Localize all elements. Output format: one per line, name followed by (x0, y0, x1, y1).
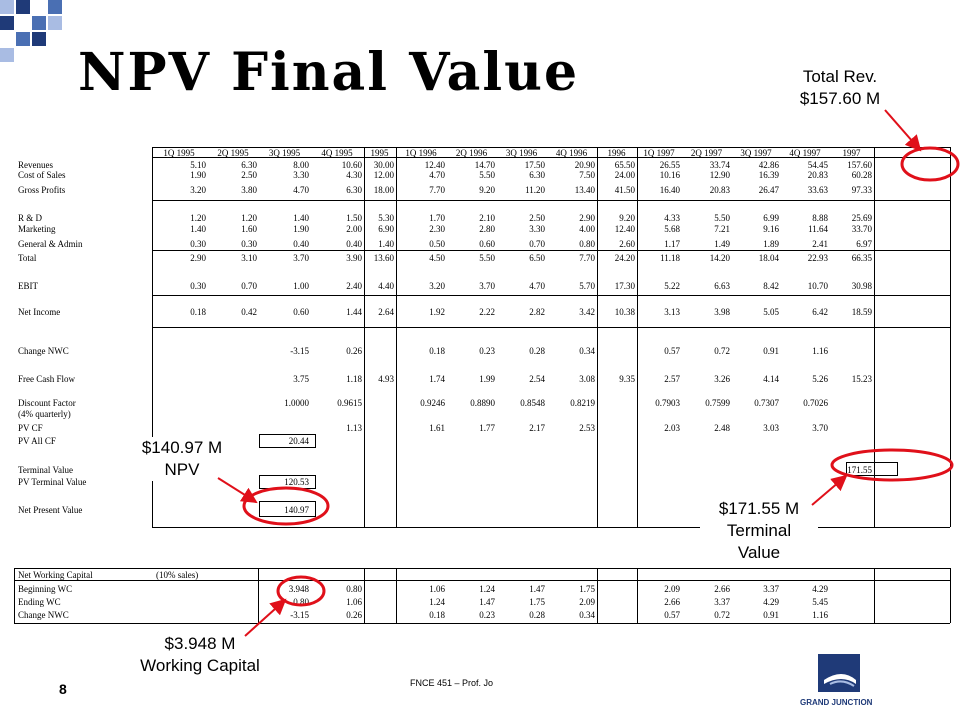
table-cell: 2.80 (479, 224, 495, 234)
table-cell: 1.0000 (284, 398, 309, 408)
callout-line: NPV (164, 460, 200, 479)
callout-line: $171.55 M (718, 499, 800, 518)
table-cell: 20.44 (288, 436, 309, 446)
table-cell: 1.40 (190, 224, 206, 234)
table-cell: 5.22 (664, 281, 680, 291)
table-cell: 2.90 (190, 253, 206, 263)
nwc-cell: 3.37 (763, 584, 779, 594)
table-cell: 1.89 (763, 239, 779, 249)
table-row-label: Terminal Value (18, 465, 73, 475)
table-cell: 0.7307 (754, 398, 779, 408)
table-cell: 0.28 (529, 346, 545, 356)
table-column-divider (396, 147, 397, 527)
pv-all-cf-box (259, 434, 316, 448)
table-cell: 20.83 (709, 185, 730, 195)
table-cell: 0.60 (479, 239, 495, 249)
table-cell: 3.90 (346, 253, 362, 263)
table-cell: 26.47 (758, 185, 779, 195)
table-cell: 5.68 (664, 224, 680, 234)
table-cell: 3.26 (714, 374, 730, 384)
table-header-cell: 3Q 1997 (740, 148, 772, 158)
table-cell: 66.35 (851, 253, 872, 263)
table-cell: 0.7026 (803, 398, 828, 408)
table-header-cell: 4Q 1995 (321, 148, 353, 158)
table-cell: 0.42 (241, 307, 257, 317)
table-cell: 65.50 (614, 160, 635, 170)
table-cell: 1.40 (293, 213, 309, 223)
nwc-table-title: Net Working Capital (18, 570, 93, 580)
nwc-cell: 3.948 (288, 584, 309, 594)
table-cell: 0.72 (714, 346, 730, 356)
table-cell: 54.45 (807, 160, 828, 170)
nwc-row-label: Ending WC (18, 597, 61, 607)
nwc-cell: 1.47 (479, 597, 495, 607)
table-cell: 3.10 (241, 253, 257, 263)
table-row-label: Total (18, 253, 37, 263)
table-header-cell: 2Q 1995 (217, 148, 249, 158)
table-cell: 25.69 (851, 213, 872, 223)
table-cell: 0.18 (190, 307, 206, 317)
table-cell: 3.75 (293, 374, 309, 384)
nwc-row-label: Beginning WC (18, 584, 73, 594)
nwc-cell: 0.18 (429, 610, 445, 620)
nwc-table-bottom (14, 623, 950, 624)
table-cell: 18.04 (758, 253, 779, 263)
callout-total-revenue (780, 66, 900, 110)
table-cell: 4.70 (293, 185, 309, 195)
table-column-divider (637, 147, 638, 527)
table-column-divider (950, 147, 951, 527)
pv-terminal-box (259, 475, 316, 489)
table-cell: 18.00 (373, 185, 394, 195)
nwc-table-top (14, 568, 950, 569)
callout-line: Value (737, 543, 781, 562)
table-cell: 17.50 (524, 160, 545, 170)
table-cell: 6.30 (241, 160, 257, 170)
table-cell: 1.99 (479, 374, 495, 384)
terminal-value-box (846, 462, 898, 476)
table-cell: 2.50 (529, 213, 545, 223)
table-row-sublabel: (4% quarterly) (18, 409, 71, 419)
table-cell: 1.13 (346, 423, 362, 433)
table-cell: 2.41 (812, 239, 828, 249)
table-cell: 0.70 (241, 281, 257, 291)
nwc-cell: 1.06 (346, 597, 362, 607)
callout-npv (122, 437, 242, 481)
table-group-rule (152, 327, 950, 328)
table-cell: 5.50 (479, 170, 495, 180)
nwc-cell: 1.24 (429, 597, 445, 607)
table-row-label: PV CF (18, 423, 43, 433)
table-cell: 0.8890 (470, 398, 495, 408)
table-cell: 9.20 (479, 185, 495, 195)
table-group-rule (152, 295, 950, 296)
table-cell: 0.30 (190, 281, 206, 291)
table-cell: 33.74 (709, 160, 730, 170)
table-cell: 1.92 (429, 307, 445, 317)
table-cell: 20.90 (574, 160, 595, 170)
table-cell: 1.18 (346, 374, 362, 384)
nwc-cell: 1.75 (529, 597, 545, 607)
table-cell: 0.30 (241, 239, 257, 249)
table-cell: 3.70 (293, 253, 309, 263)
table-cell: 3.30 (529, 224, 545, 234)
nwc-cell: 1.24 (479, 584, 495, 594)
table-row-label: Net Income (18, 307, 61, 317)
table-cell: 13.40 (574, 185, 595, 195)
table-cell: -3.15 (290, 346, 309, 356)
table-cell: 1.20 (190, 213, 206, 223)
table-cell: 5.30 (378, 213, 394, 223)
table-cell: 3.98 (714, 307, 730, 317)
table-cell: 12.90 (709, 170, 730, 180)
table-cell: 3.42 (579, 307, 595, 317)
table-row-label: Net Present Value (18, 505, 83, 515)
nwc-cell: 2.09 (664, 584, 680, 594)
table-cell: 2.64 (378, 307, 394, 317)
table-cell: 2.90 (579, 213, 595, 223)
nwc-table-divider (874, 568, 875, 623)
callout-line: Working Capital (140, 656, 260, 675)
table-cell: 4.00 (579, 224, 595, 234)
table-cell: 1.77 (479, 423, 495, 433)
table-cell: 18.59 (851, 307, 872, 317)
table-cell: 41.50 (614, 185, 635, 195)
table-cell: 3.70 (812, 423, 828, 433)
nwc-cell: 4.29 (812, 584, 828, 594)
page-title: NPV Final Value (78, 42, 580, 103)
table-cell: 30.00 (373, 160, 394, 170)
nwc-table-rule (14, 580, 950, 581)
nwc-row-label: Change NWC (18, 610, 69, 620)
table-cell: 0.7599 (705, 398, 730, 408)
nwc-cell: 2.66 (714, 584, 730, 594)
table-cell: 12.00 (373, 170, 394, 180)
table-cell: 3.30 (293, 170, 309, 180)
table-cell: 0.8548 (520, 398, 545, 408)
table-cell: 6.30 (529, 170, 545, 180)
nwc-cell: 4.29 (763, 597, 779, 607)
table-row-label: General & Admin (18, 239, 83, 249)
table-cell: 171.55 (847, 465, 872, 475)
table-cell: 15.23 (851, 374, 872, 384)
table-cell: 60.28 (851, 170, 872, 180)
table-cell: 4.70 (529, 281, 545, 291)
table-cell: 4.40 (378, 281, 394, 291)
table-cell: 1.60 (241, 224, 257, 234)
table-cell: 13.60 (373, 253, 394, 263)
table-cell: 0.18 (429, 346, 445, 356)
table-cell: 2.03 (664, 423, 680, 433)
table-cell: 4.30 (346, 170, 362, 180)
table-cell: 2.54 (529, 374, 545, 384)
table-cell: 6.63 (714, 281, 730, 291)
table-cell: 3.20 (190, 185, 206, 195)
nwc-cell: 0.28 (529, 610, 545, 620)
table-cell: 7.70 (579, 253, 595, 263)
table-cell: 6.90 (378, 224, 394, 234)
table-header-cell: 2Q 1996 (455, 148, 488, 158)
table-cell: 14.70 (474, 160, 495, 170)
table-cell: 10.38 (614, 307, 635, 317)
table-cell: 2.40 (346, 281, 362, 291)
table-cell: 2.82 (529, 307, 545, 317)
table-cell: 0.30 (190, 239, 206, 249)
callout-line: $157.60 M (799, 89, 881, 108)
table-row-label: EBIT (18, 281, 38, 291)
table-cell: 4.33 (664, 213, 680, 223)
table-cell: 0.70 (529, 239, 545, 249)
table-cell: 0.7903 (655, 398, 680, 408)
table-cell: 9.16 (763, 224, 779, 234)
table-cell: 3.70 (479, 281, 495, 291)
table-cell: 33.70 (851, 224, 872, 234)
table-cell: 7.21 (714, 224, 730, 234)
table-cell: 0.9615 (337, 398, 362, 408)
nwc-cell: 1.75 (579, 584, 595, 594)
table-cell: 1.61 (429, 423, 445, 433)
table-cell: 0.80 (579, 239, 595, 249)
nwc-table-divider (258, 568, 259, 623)
table-cell: 0.50 (429, 239, 445, 249)
table-cell: 1.90 (190, 170, 206, 180)
nwc-cell: 2.66 (664, 597, 680, 607)
table-column-divider (364, 147, 365, 527)
table-row-label: Gross Profits (18, 185, 66, 195)
table-cell: 8.00 (293, 160, 309, 170)
table-header-cell: 1Q 1996 (405, 148, 437, 158)
table-cell: 10.60 (341, 160, 362, 170)
nwc-cell: 5.45 (812, 597, 828, 607)
table-cell: 3.20 (429, 281, 445, 291)
table-cell: 1.16 (812, 346, 828, 356)
table-header-cell: 1Q 1997 (643, 148, 675, 158)
nwc-table-divider (14, 568, 15, 623)
table-cell: 30.98 (851, 281, 872, 291)
table-cell: 2.22 (479, 307, 495, 317)
table-cell: 7.50 (579, 170, 595, 180)
table-cell: 0.9246 (420, 398, 445, 408)
table-cell: 22.93 (807, 253, 828, 263)
table-cell: 5.70 (579, 281, 595, 291)
table-header-cell: 1996 (607, 148, 626, 158)
nwc-table-divider (597, 568, 598, 623)
nwc-cell: 0.57 (664, 610, 680, 620)
table-cell: 16.40 (659, 185, 680, 195)
table-cell: 5.50 (479, 253, 495, 263)
table-row-label: Change NWC (18, 346, 69, 356)
table-cell: 2.10 (479, 213, 495, 223)
table-cell: 2.53 (579, 423, 595, 433)
table-header-cell: 3Q 1995 (268, 148, 301, 158)
table-header-cell: 2Q 1997 (690, 148, 723, 158)
table-cell: 1.20 (241, 213, 257, 223)
table-cell: 5.10 (190, 160, 206, 170)
table-cell: 14.20 (709, 253, 730, 263)
npv-box (259, 501, 316, 517)
table-cell: 0.40 (346, 239, 362, 249)
table-header-cell: 3Q 1996 (505, 148, 538, 158)
table-cell: 26.55 (659, 160, 680, 170)
table-cell: 1.44 (346, 307, 362, 317)
table-cell: 2.00 (346, 224, 362, 234)
table-cell: 8.88 (812, 213, 828, 223)
table-cell: 5.50 (714, 213, 730, 223)
table-cell: 1.00 (293, 281, 309, 291)
table-cell: 20.83 (807, 170, 828, 180)
table-header-cell: 4Q 1997 (789, 148, 821, 158)
table-header-cell: 1997 (842, 148, 861, 158)
table-cell: 5.05 (763, 307, 779, 317)
table-cell: 97.33 (851, 185, 872, 195)
table-cell: 0.60 (293, 307, 309, 317)
table-cell: 12.40 (424, 160, 445, 170)
table-cell: 12.40 (614, 224, 635, 234)
table-cell: 11.64 (808, 224, 828, 234)
table-cell: 6.42 (812, 307, 828, 317)
table-cell: 7.70 (429, 185, 445, 195)
table-bottom-border (152, 527, 950, 528)
table-cell: 24.20 (614, 253, 635, 263)
table-cell: 33.63 (807, 185, 828, 195)
table-cell: 0.8219 (570, 398, 595, 408)
table-cell: 4.70 (429, 170, 445, 180)
table-cell: 9.35 (619, 374, 635, 384)
nwc-cell: 0.80 (346, 584, 362, 594)
callout-terminal-value (700, 498, 818, 564)
callout-working-capital (115, 633, 285, 677)
table-cell: 140.97 (284, 505, 309, 515)
table-cell: 2.48 (714, 423, 730, 433)
callout-line: Terminal (726, 521, 792, 540)
table-cell: 6.99 (763, 213, 779, 223)
table-header-cell: 1995 (370, 148, 389, 158)
table-cell: 16.39 (758, 170, 779, 180)
table-column-divider (597, 147, 598, 527)
nwc-cell: 0.91 (763, 610, 779, 620)
table-cell: 4.14 (763, 374, 779, 384)
callout-line: Total Rev. (802, 67, 878, 86)
table-cell: 42.86 (758, 160, 779, 170)
table-cell: 10.70 (807, 281, 828, 291)
table-cell: 0.23 (479, 346, 495, 356)
nwc-cell: -3.15 (290, 610, 309, 620)
nwc-cell: 1.47 (529, 584, 545, 594)
nwc-table-subtitle: (10% sales) (156, 570, 199, 580)
table-cell: 9.20 (619, 213, 635, 223)
table-cell: 1.40 (378, 239, 394, 249)
table-row-label: Revenues (18, 160, 53, 170)
footer-text: FNCE 451 – Prof. Jo (410, 678, 494, 688)
nwc-cell: 1.16 (812, 610, 828, 620)
table-row-label: R & D (18, 213, 43, 223)
table-cell: 3.08 (579, 374, 595, 384)
callout-line: $140.97 M (141, 438, 223, 457)
nwc-table-divider (950, 568, 951, 623)
table-cell: 1.90 (293, 224, 309, 234)
table-row-label: Cost of Sales (18, 170, 66, 180)
table-cell: 1.70 (429, 213, 445, 223)
table-cell: 0.40 (293, 239, 309, 249)
table-header-cell: 4Q 1996 (555, 148, 588, 158)
table-cell: 2.60 (619, 239, 635, 249)
nwc-cell: 3.37 (714, 597, 730, 607)
table-cell: 3.03 (763, 423, 779, 433)
table-cell: 2.17 (529, 423, 545, 433)
nwc-table-divider (364, 568, 365, 623)
table-cell: 3.13 (664, 307, 680, 317)
grand-junction-logo (790, 650, 910, 710)
table-row-label: PV Terminal Value (18, 477, 87, 487)
callout-line: $3.948 M (164, 634, 236, 653)
table-cell: 4.50 (429, 253, 445, 263)
table-header-cell: 1Q 1995 (163, 148, 195, 158)
table-cell: 2.50 (241, 170, 257, 180)
nwc-cell: 0.72 (714, 610, 730, 620)
table-cell: 157.60 (847, 160, 872, 170)
table-cell: 5.26 (812, 374, 828, 384)
table-cell: 1.17 (664, 239, 680, 249)
logo-text: GRAND JUNCTION (800, 698, 873, 707)
page-number: 8 (59, 681, 67, 697)
table-row-label: Free Cash Flow (18, 374, 75, 384)
table-cell: 1.74 (429, 374, 445, 384)
table-cell: 0.26 (346, 346, 362, 356)
table-cell: 4.93 (378, 374, 394, 384)
table-cell: 2.57 (664, 374, 680, 384)
table-cell: 6.97 (856, 239, 872, 249)
table-cell: 0.34 (579, 346, 595, 356)
table-cell: 0.57 (664, 346, 680, 356)
table-group-rule (152, 250, 950, 251)
table-cell: 24.00 (614, 170, 635, 180)
table-cell: 8.42 (763, 281, 779, 291)
table-group-rule (152, 200, 950, 201)
nwc-cell: 1.06 (429, 584, 445, 594)
table-cell: 0.91 (763, 346, 779, 356)
nwc-cell: 0.26 (346, 610, 362, 620)
table-row-label: Discount Factor (18, 398, 76, 408)
table-cell: 2.30 (429, 224, 445, 234)
table-cell: 11.20 (525, 185, 545, 195)
table-cell: 1.49 (714, 239, 730, 249)
table-cell: 6.50 (529, 253, 545, 263)
table-row-label: PV All CF (18, 436, 56, 446)
nwc-cell: 0.23 (479, 610, 495, 620)
table-cell: 17.30 (614, 281, 635, 291)
table-cell: 10.16 (659, 170, 680, 180)
nwc-cell: 0.80 (293, 597, 309, 607)
table-row-label: Marketing (18, 224, 56, 234)
table-cell: 120.53 (284, 477, 309, 487)
table-cell: 6.30 (346, 185, 362, 195)
nwc-cell: 0.34 (579, 610, 595, 620)
table-cell: 1.50 (346, 213, 362, 223)
nwc-cell: 2.09 (579, 597, 595, 607)
table-cell: 11.18 (660, 253, 680, 263)
table-cell: 3.80 (241, 185, 257, 195)
